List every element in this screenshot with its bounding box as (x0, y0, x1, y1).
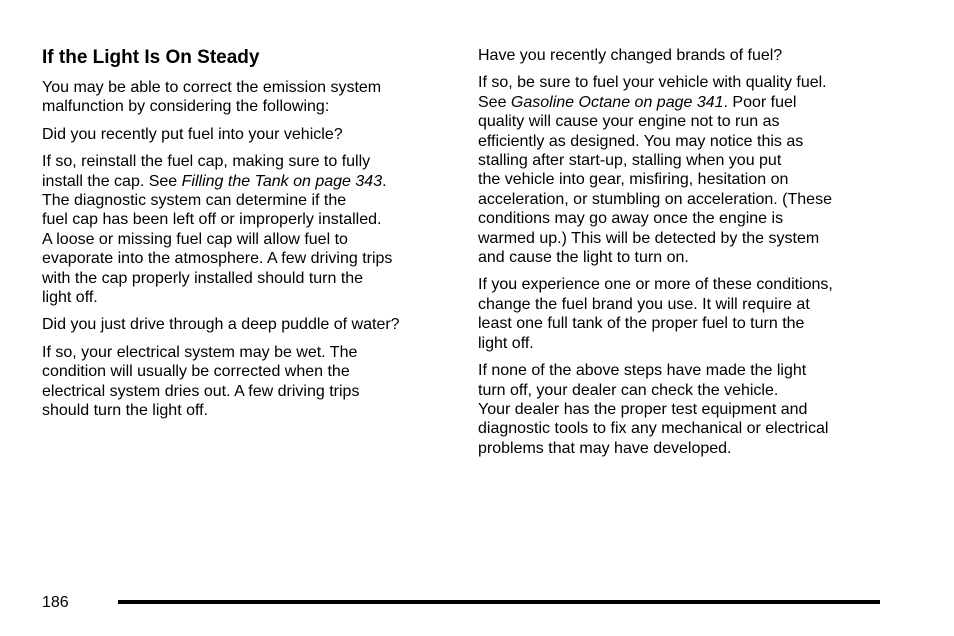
electrical-paragraph (42, 343, 442, 421)
fuel-quality-paragraph (478, 73, 888, 267)
text-line: stalling after start-up, stalling when you put (478, 152, 782, 170)
text-line: warmed up.) This will be detected by the system (478, 229, 820, 247)
text-line (42, 172, 442, 191)
brand-change-paragraph (478, 275, 888, 353)
text-line: You may be able to correct the emission system (42, 79, 382, 96)
text-fragment: . Poor fuel (723, 93, 797, 111)
text-line: electrical system dries out. A few driving trips (42, 382, 360, 400)
text-line: light off. (478, 334, 534, 352)
text-fragment: See (478, 93, 511, 111)
text-line: turn off, your dealer can check the vehicle. (478, 381, 779, 399)
text-line: fuel cap has been left off or improperly installed. (42, 211, 382, 229)
text-line: A loose or missing fuel cap will allow fuel to (42, 230, 348, 248)
text-line: If so, your electrical system may be wet. The (42, 343, 358, 361)
footer-rule (118, 600, 880, 604)
text-line: If you experience one or more of these conditions, (478, 276, 833, 294)
brand-question: Have you recently changed brands of fuel? (478, 47, 783, 64)
section-heading: If the Light Is On Steady (42, 47, 260, 68)
text-line: should turn the light off. (42, 402, 209, 420)
text-line: problems that may have developed. (478, 439, 732, 457)
text-line: and cause the light to turn on. (478, 249, 689, 267)
page-number: 186 (42, 594, 69, 611)
text-line: with the cap properly installed should turn the (42, 269, 364, 287)
dealer-paragraph (478, 361, 888, 458)
text-line (478, 93, 888, 112)
right-column (478, 46, 888, 466)
text-line: the vehicle into gear, misfiring, hesitation on (478, 171, 789, 189)
text-line: condition will usually be corrected when the (42, 363, 350, 381)
fuel-question: Did you recently put fuel into your vehicle? (42, 125, 343, 143)
text-line: malfunction by considering the following: (42, 98, 330, 116)
left-column (42, 46, 442, 429)
text-line: quality will cause your engine not to run as (478, 113, 780, 131)
cross-reference-link: Gasoline Octane on page 341 (510, 93, 724, 111)
text-line: conditions may go away once the engine is (478, 210, 784, 228)
text-line: change the fuel brand you use. It will require at (478, 295, 810, 313)
text-line: acceleration, or stumbling on acceleration. (These (478, 190, 832, 208)
intro-paragraph (42, 78, 442, 117)
text-line: evaporate into the atmosphere. A few driving trips (42, 250, 393, 268)
text-line: The diagnostic system can determine if the (42, 192, 347, 210)
text-fragment: . (382, 172, 387, 190)
text-line: If none of the above steps have made the light (478, 362, 807, 380)
text-line: least one full tank of the proper fuel to turn the (478, 315, 805, 333)
text-line: If so, reinstall the fuel cap, making sure to fully (42, 153, 371, 171)
puddle-question: Did you just drive through a deep puddle of water? (42, 316, 400, 334)
cross-reference-link: Filling the Tank on page 343 (181, 172, 383, 190)
text-line: light off. (42, 289, 98, 307)
text-line: Your dealer has the proper test equipment and (478, 400, 808, 418)
fuel-cap-paragraph (42, 152, 442, 307)
text-line: diagnostic tools to fix any mechanical or electrical (478, 420, 829, 438)
text-fragment: install the cap. See (42, 172, 182, 190)
text-line: If so, be sure to fuel your vehicle with quality fuel. (478, 74, 827, 92)
text-line: efficiently as designed. You may notice this as (478, 132, 804, 150)
